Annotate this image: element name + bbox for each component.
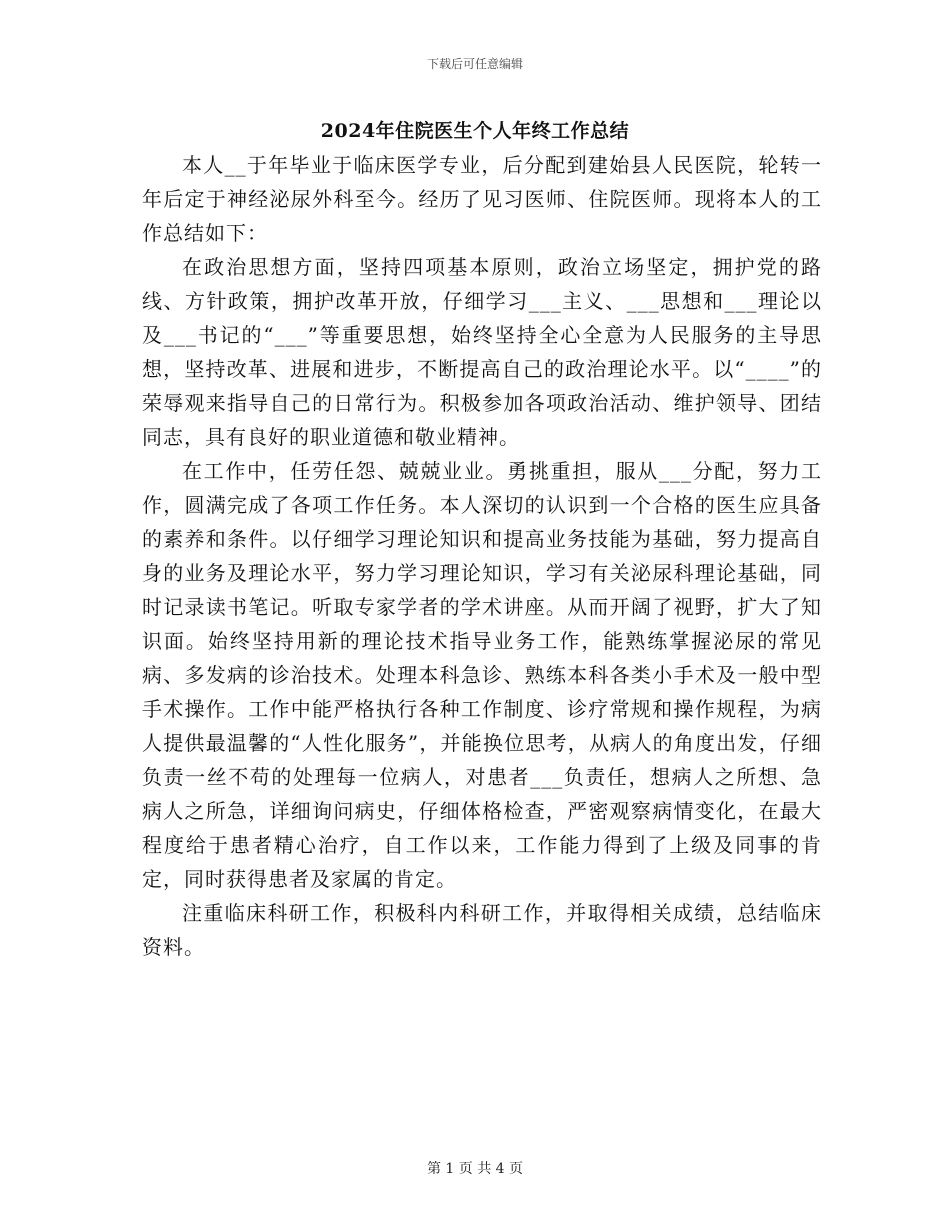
page-header-note: 下载后可任意编辑	[426, 57, 523, 71]
document-body	[142, 148, 822, 964]
paragraph-political: 在政治思想方面，坚持四项基本原则，政治立场坚定，拥护党的路线、方针政策，拥护改革开放，仔细学习___主义、___思想和___理论以及___书记的“___”等重要思想，始终坚持全心全意为人民服务的主导思想，坚持改革、进展和进步，不断提高自己的政治理论水平。以“____”的荣辱观来指导自己的日常行为。积极参加各项政治活动、维护领导、团结同志，具有良好的职业道德和敬业精神。	[142, 255, 822, 449]
paragraph-work: 在工作中，任劳任怨、兢兢业业。勇挑重担，服从___分配，努力工作，圆满完成了各项工作任务。本人深切的认识到一个合格的医生应具备的素养和条件。以仔细学习理论知识和提高业务技能为基础，努力提高自身的业务及理论水平，努力学习理论知识，学习有关泌尿科理论基础，同时记录读书笔记。听取专家学者的学术讲座。从而开阔了视野，扩大了知识面。始终坚持用新的理论技术指导业务工作，能熟练掌握泌尿的常见病、多发病的诊治技术。处理本科急诊、熟练本科各类小手术及一般中型手术操作。工作中能严格执行各种工作制度、诊疗常规和操作规程，为病人提供最温馨的“人性化服务”，并能换位思考，从病人的角度出发，仔细负责一丝不苟的处理每一位病人，对患者___负责任，想病人之所想、急病人之所急，详细询问病史，仔细体格检查，严密观察病情变化，在最大程度给于患者精心治疗，自工作以来，工作能力得到了上级及同事的肯定，同时获得患者及家属的肯定。	[142, 459, 822, 891]
paragraph-intro: 本人__于年毕业于临床医学专业，后分配到建始县人民医院，轮转一年后定于神经泌尿外科至今。经历了见习医师、住院医师。现将本人的工作总结如下：	[142, 153, 822, 245]
paragraph-research: 注重临床科研工作，积极科内科研工作，并取得相关成绩，总结临床资料。	[142, 901, 822, 959]
document-title: 2024年住院医生个人年终工作总结	[320, 120, 630, 142]
page-number: 第 1 页 共 4 页	[426, 1161, 524, 1177]
